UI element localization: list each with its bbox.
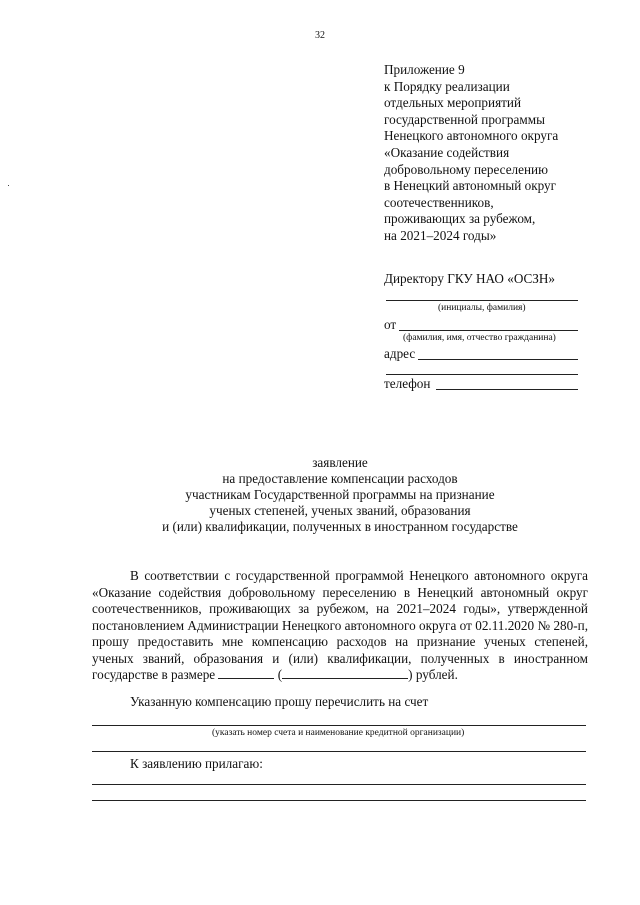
appendix-line: в Ненецкий автономный округ xyxy=(384,178,557,194)
account-hint: (указать номер счета и наименование кредитной организации) xyxy=(212,728,465,738)
appendix-line: Приложение 9 xyxy=(384,62,465,77)
account-line-2[interactable] xyxy=(92,751,586,752)
margin-mark xyxy=(8,185,9,186)
main-paragraph-text: В соответствии с государственной программой Ненецкого автономного округа «Оказание содействия добровольному переселению в Ненецкий автономный округ соотечественников, проживающих за рубежом, на 2021–2024 годы», утвержденной постановлением Администрации Ненецкого автономного округа от 02.11.2020 № 280-п, прошу предоставить мне компенсацию расходов на признание ученых степеней, ученых званий, образования и (или) квалификации, полученных в иностранном государстве в размере xyxy=(92,568,588,682)
address-line[interactable] xyxy=(418,359,578,360)
appendix-line: «Оказание содействия xyxy=(384,144,510,160)
title-line: участникам Государственной программы на признание xyxy=(185,487,495,502)
initials-line[interactable] xyxy=(386,300,578,301)
phone-line[interactable] xyxy=(436,389,578,390)
close-paren: ) xyxy=(408,667,413,682)
amount-digits-field[interactable] xyxy=(218,667,274,679)
address-label: адрес xyxy=(384,346,416,361)
appendix-line: к Порядку реализации xyxy=(384,78,510,94)
address-line-2[interactable] xyxy=(386,374,578,375)
rubles-text: рублей. xyxy=(415,667,458,682)
from-line[interactable] xyxy=(399,330,578,331)
initials-hint: (инициалы, фамилия) xyxy=(438,303,526,313)
main-paragraph xyxy=(92,568,588,684)
attach-text: К заявлению прилагаю: xyxy=(130,756,263,771)
title-line: на предоставление компенсации расходов xyxy=(222,471,458,486)
phone-label: телефон xyxy=(384,376,431,391)
application-title xyxy=(140,455,540,535)
from-label: от xyxy=(384,317,397,332)
application-body xyxy=(92,568,588,684)
open-paren: ( xyxy=(277,667,283,682)
appendix-block xyxy=(384,62,558,245)
attachments-line-1[interactable] xyxy=(92,784,586,785)
page-number: 32 xyxy=(315,30,325,41)
transfer-text: Указанную компенсацию прошу перечислить на счет xyxy=(130,694,429,709)
appendix-line: проживающих за рубежом, xyxy=(384,211,536,227)
title-line: заявление xyxy=(312,455,368,470)
appendix-line: на 2021–2024 годы» xyxy=(384,227,497,243)
appendix-line: добровольному переселению xyxy=(384,161,548,177)
appendix-line: отдельных мероприятий xyxy=(384,95,522,111)
account-line[interactable] xyxy=(92,725,586,726)
appendix-line: соотечественников, xyxy=(384,194,494,210)
title-line: и (или) квалификации, полученных в иностранном государстве xyxy=(162,519,518,534)
addressee-title: Директору ГКУ НАО «ОСЗН» xyxy=(384,271,556,286)
appendix-line: государственной программы xyxy=(384,111,545,127)
title-line: ученых степеней, ученых званий, образования xyxy=(209,503,471,518)
attachments-line-2[interactable] xyxy=(92,800,586,801)
from-hint: (фамилия, имя, отчество гражданина) xyxy=(403,333,556,343)
amount-words-field[interactable] xyxy=(282,667,408,679)
appendix-line: Ненецкого автономного округа xyxy=(384,128,559,144)
